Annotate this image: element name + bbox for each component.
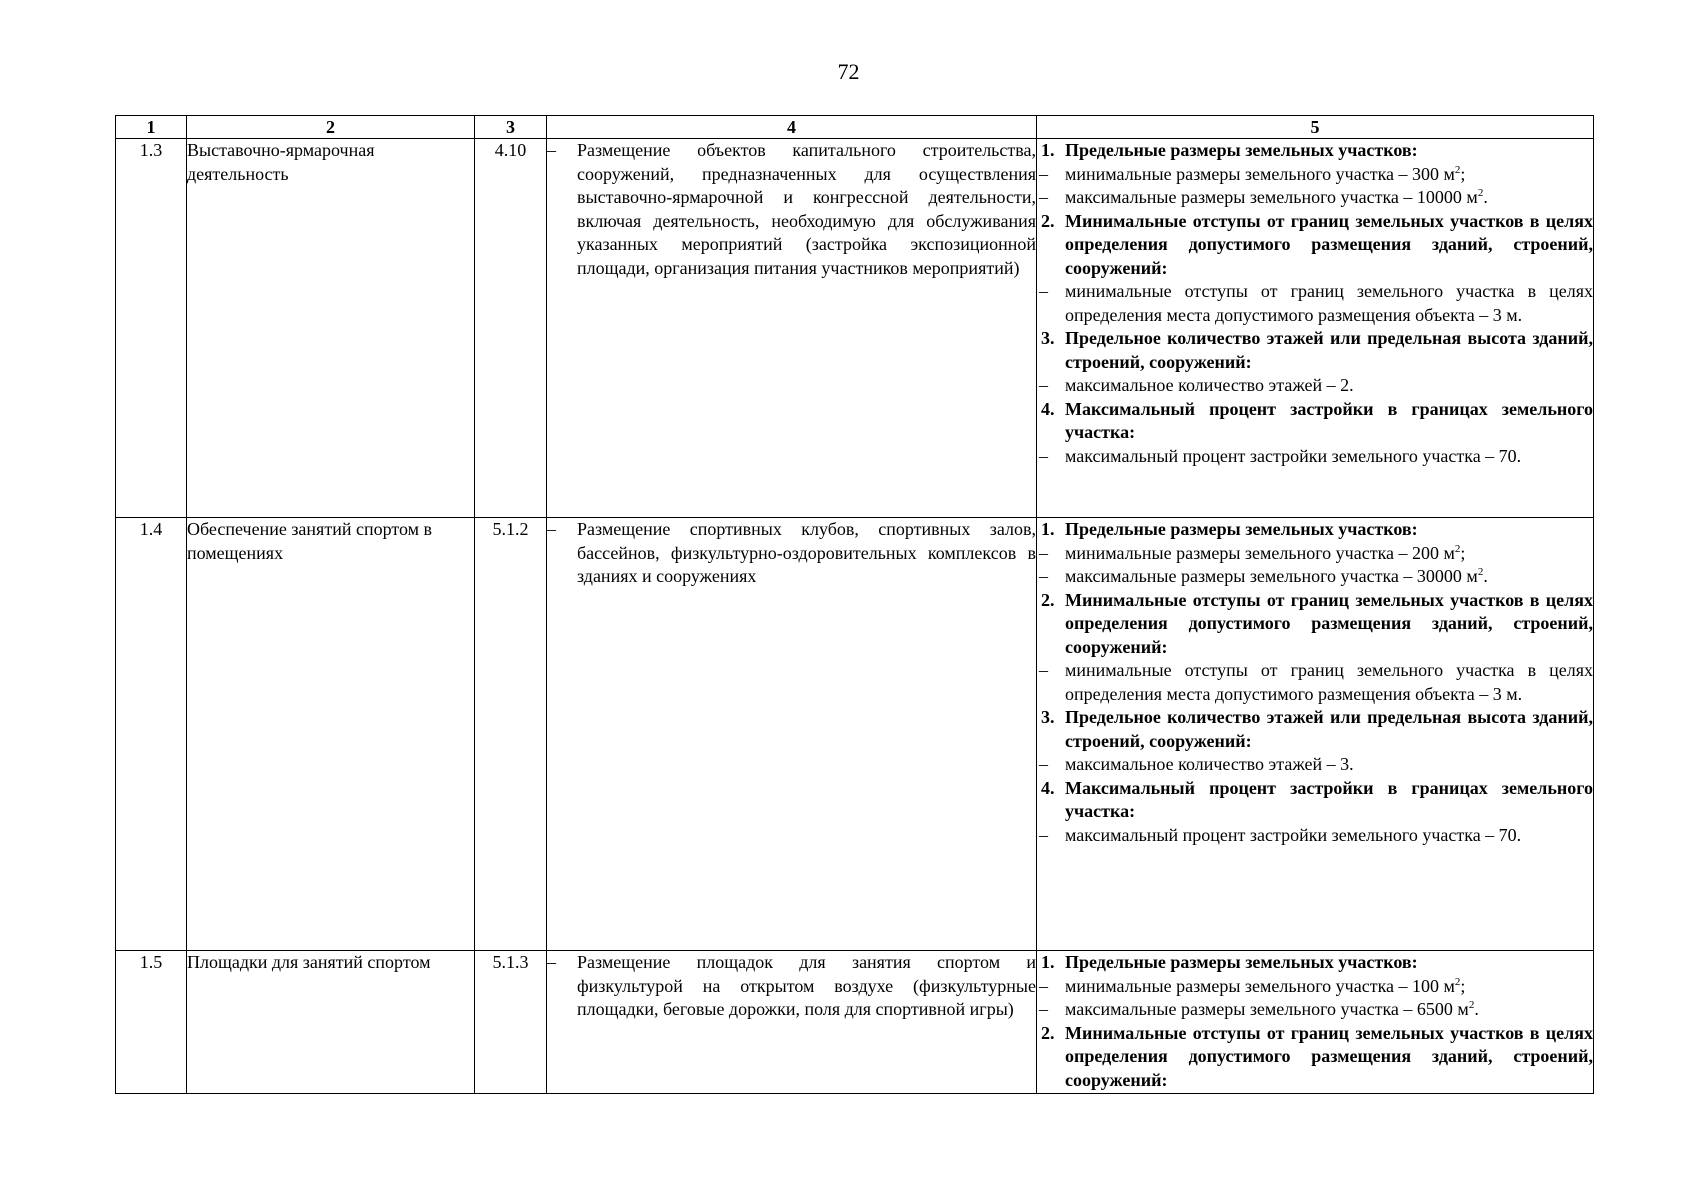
use-code: 5.1.3: [475, 951, 547, 1094]
param-value: минимальные отступы от границ земельного участка в целях определения места допустимого размещения объекта – 3 м.: [1065, 660, 1593, 704]
table-row: [116, 139, 1594, 518]
use-code: 4.10: [475, 139, 547, 518]
param-value: максимальный процент застройки земельного участка – 70.: [1065, 445, 1522, 466]
dash-marker: –: [1039, 660, 1048, 680]
param-heading: Предельные размеры земельных участков:: [1065, 519, 1418, 539]
header-col-2: 2: [187, 116, 475, 139]
row-number: 1.4: [116, 518, 187, 951]
use-name: Обеспечение занятий спортом в помещениях: [187, 518, 475, 951]
param-number: 3.: [1041, 707, 1055, 727]
dash-marker: –: [1039, 999, 1048, 1019]
use-name: Выставочно-ярмарочная деятельность: [187, 139, 475, 518]
param-value: минимальные размеры земельного участка – 100 $м^2$;: [1065, 975, 1466, 996]
dash-marker: –: [547, 952, 556, 972]
param-value: максимальный процент застройки земельного участка – 70.: [1065, 824, 1522, 845]
table-row: [116, 951, 1594, 1094]
dash-marker: –: [1039, 445, 1048, 466]
param-number: 2.: [1041, 1022, 1055, 1043]
dash-marker: –: [1039, 754, 1048, 774]
param-value: максимальные размеры земельного участка – 10000 $м^2$.: [1065, 187, 1488, 207]
param-value: минимальные отступы от границ земельного участка в целях определения места допустимого размещения объекта – 3 м.: [1065, 281, 1593, 325]
param-number: 1.: [1041, 519, 1055, 539]
parameters-cell: [1037, 951, 1594, 1094]
param-number: 4.: [1041, 777, 1055, 798]
param-number: 1.: [1041, 952, 1055, 972]
param-heading: Предельное количество этажей или предельная высота зданий, строений, сооружений:: [1065, 707, 1593, 751]
param-heading: Предельные размеры земельных участков:: [1065, 140, 1418, 160]
param-heading: Предельное количество этажей или предельная высота зданий, строений, сооружений:: [1065, 328, 1593, 372]
use-description: [547, 139, 1037, 518]
dash-marker: –: [547, 519, 556, 539]
description-text: Размещение площадок для занятия спортом и физкультурой на открытом воздухе (физкультурные площадки, беговые дорожки, поля для спортивной игры): [577, 952, 1036, 1019]
parameters-cell: [1037, 139, 1594, 518]
parameters-cell: [1037, 518, 1594, 951]
header-col-3: 3: [475, 116, 547, 139]
use-description: [547, 518, 1037, 951]
header-row: [116, 116, 1594, 139]
header-col-4: 4: [547, 116, 1037, 139]
use-name: Площадки для занятий спортом: [187, 951, 475, 1094]
use-code: 5.1.2: [475, 518, 547, 951]
zoning-table: [115, 115, 1594, 1094]
page-number: 72: [837, 59, 860, 84]
param-value: максимальное количество этажей – 2.: [1065, 375, 1354, 395]
dash-marker: –: [1039, 975, 1048, 996]
description-text: Размещение объектов капитального строительства, сооружений, предназначенных для осуществления выставочно-ярмарочной и конгрессной деятельности, включая деятельность, необходимую для обслуживания указанных мероприятий (застройка экспозиционной площади, организация питания участников мероприятий): [577, 140, 1036, 278]
dash-marker: –: [1039, 163, 1048, 184]
header-col-1: 1: [116, 116, 187, 139]
param-number: 2.: [1041, 210, 1055, 231]
param-heading: Минимальные отступы от границ земельных участков в целях определения допустимого размещения зданий, строений, сооружений:: [1065, 1022, 1593, 1090]
dash-marker: –: [1039, 542, 1048, 563]
dash-marker: –: [1039, 824, 1048, 845]
param-value: максимальные размеры земельного участка – 30000 $м^2$.: [1065, 566, 1488, 586]
table-row: [116, 518, 1594, 951]
param-value: максимальное количество этажей – 3.: [1065, 754, 1354, 774]
row-number: 1.5: [116, 951, 187, 1094]
param-value: максимальные размеры земельного участка – 6500 $м^2$.: [1065, 999, 1479, 1019]
use-description: [547, 951, 1037, 1094]
header-col-5: 5: [1037, 116, 1594, 139]
dash-marker: –: [1039, 187, 1048, 207]
param-number: 4.: [1041, 398, 1055, 419]
dash-marker: –: [547, 140, 556, 160]
row-number: 1.3: [116, 139, 187, 518]
param-heading: Максимальный процент застройки в границах земельного участка:: [1065, 777, 1593, 821]
param-value: минимальные размеры земельного участка – 300 $м^2$;: [1065, 163, 1466, 184]
param-value: минимальные размеры земельного участка – 200 $м^2$;: [1065, 542, 1466, 563]
dash-marker: –: [1039, 375, 1048, 395]
param-heading: Минимальные отступы от границ земельных участков в целях определения допустимого размещения зданий, строений, сооружений:: [1065, 589, 1593, 657]
param-heading: Максимальный процент застройки в границах земельного участка:: [1065, 398, 1593, 442]
dash-marker: –: [1039, 281, 1048, 301]
param-number: 3.: [1041, 328, 1055, 348]
param-heading: Минимальные отступы от границ земельных участков в целях определения допустимого размещения зданий, строений, сооружений:: [1065, 210, 1593, 278]
param-number: 1.: [1041, 140, 1055, 160]
description-text: Размещение спортивных клубов, спортивных залов, бассейнов, физкультурно-оздоровительных комплексов в зданиях и сооружениях: [577, 519, 1036, 586]
param-heading: Предельные размеры земельных участков:: [1065, 952, 1418, 972]
param-number: 2.: [1041, 589, 1055, 610]
dash-marker: –: [1039, 566, 1048, 586]
